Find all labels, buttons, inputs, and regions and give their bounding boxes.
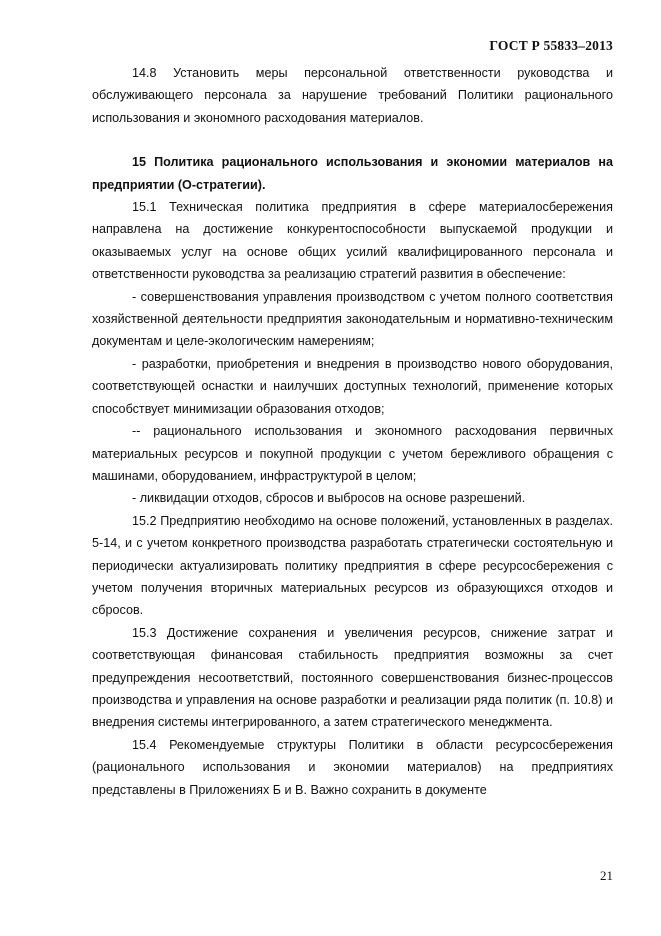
- section-15-heading: 15 Политика рационального использования и экономии материалов на предприятии (О-стратегии).: [92, 155, 613, 192]
- page-number: 21: [600, 868, 613, 883]
- paragraph-15-1: 15.1 Техническая политика предприятия в сфере материалосбережения направлена на достижение конкурентоспособности выпускаемой продукции и оказываемых услуг на основе общих усилий квалифицированного персонала и ответственности руководства за реализацию стратегий развития в обеспечение:: [92, 200, 613, 282]
- standard-header: ГОСТ Р 55833–2013: [489, 38, 613, 53]
- section-gap: [92, 129, 613, 151]
- paragraph-15-2: 15.2 Предприятию необходимо на основе положений, установленных в разделах. 5-14, и с учетом конкретного производства разработать стратегически состоятельную и периодически актуализировать политику предприятия в сфере ресурсосбережения с учетом получения вторичных материальных ресурсов из образующихся отходов и сбросов.: [92, 513, 613, 618]
- paragraph-15-3: 15.3 Достижение сохранения и увеличения ресурсов, снижение затрат и соответствующая финансовая стабильность предприятия возможны за счет предупреждения несоответствий, постоянного совершенствования бизнес-процессов производства и управления на основе разработки и реализации ряда политик (п. 10.8) и внедрения системы интегрированного, а затем стратегического менеджмента.: [92, 625, 613, 730]
- document-body: [92, 62, 613, 801]
- list-item-management: - совершенствования управления производством с учетом полного соответствия хозяйственной деятельности предприятия законодательным и нормативно-техническим документам и целе-экологическим намерениям;: [92, 289, 613, 349]
- paragraph-15-4: 15.4 Рекомендуемые структуры Политики в области ресурсосбережения (рационального использования и экономии материалов) на предприятиях представлены в Приложениях Б и В. Важно сохранить в документе: [92, 737, 613, 797]
- paragraph-14-8: 14.8 Установить меры персональной ответственности руководства и обслуживающего персонала за нарушение требований Политики рационального использования и экономного расходования материалов.: [92, 66, 613, 125]
- list-item-equipment: - разработки, приобретения и внедрения в производство нового оборудования, соответствующей оснастки и наилучших доступных технологий, применение которых способствует минимизации образования отходов;: [92, 356, 613, 416]
- list-item-resources: -- рационального использования и экономного расходования первичных материальных ресурсов и покупной продукции с учетом бережливого обращения с машинами, оборудованием, инфраструктурой в целом;: [92, 424, 613, 483]
- list-item-waste: - ликвидации отходов, сбросов и выбросов на основе разрешений.: [132, 491, 526, 506]
